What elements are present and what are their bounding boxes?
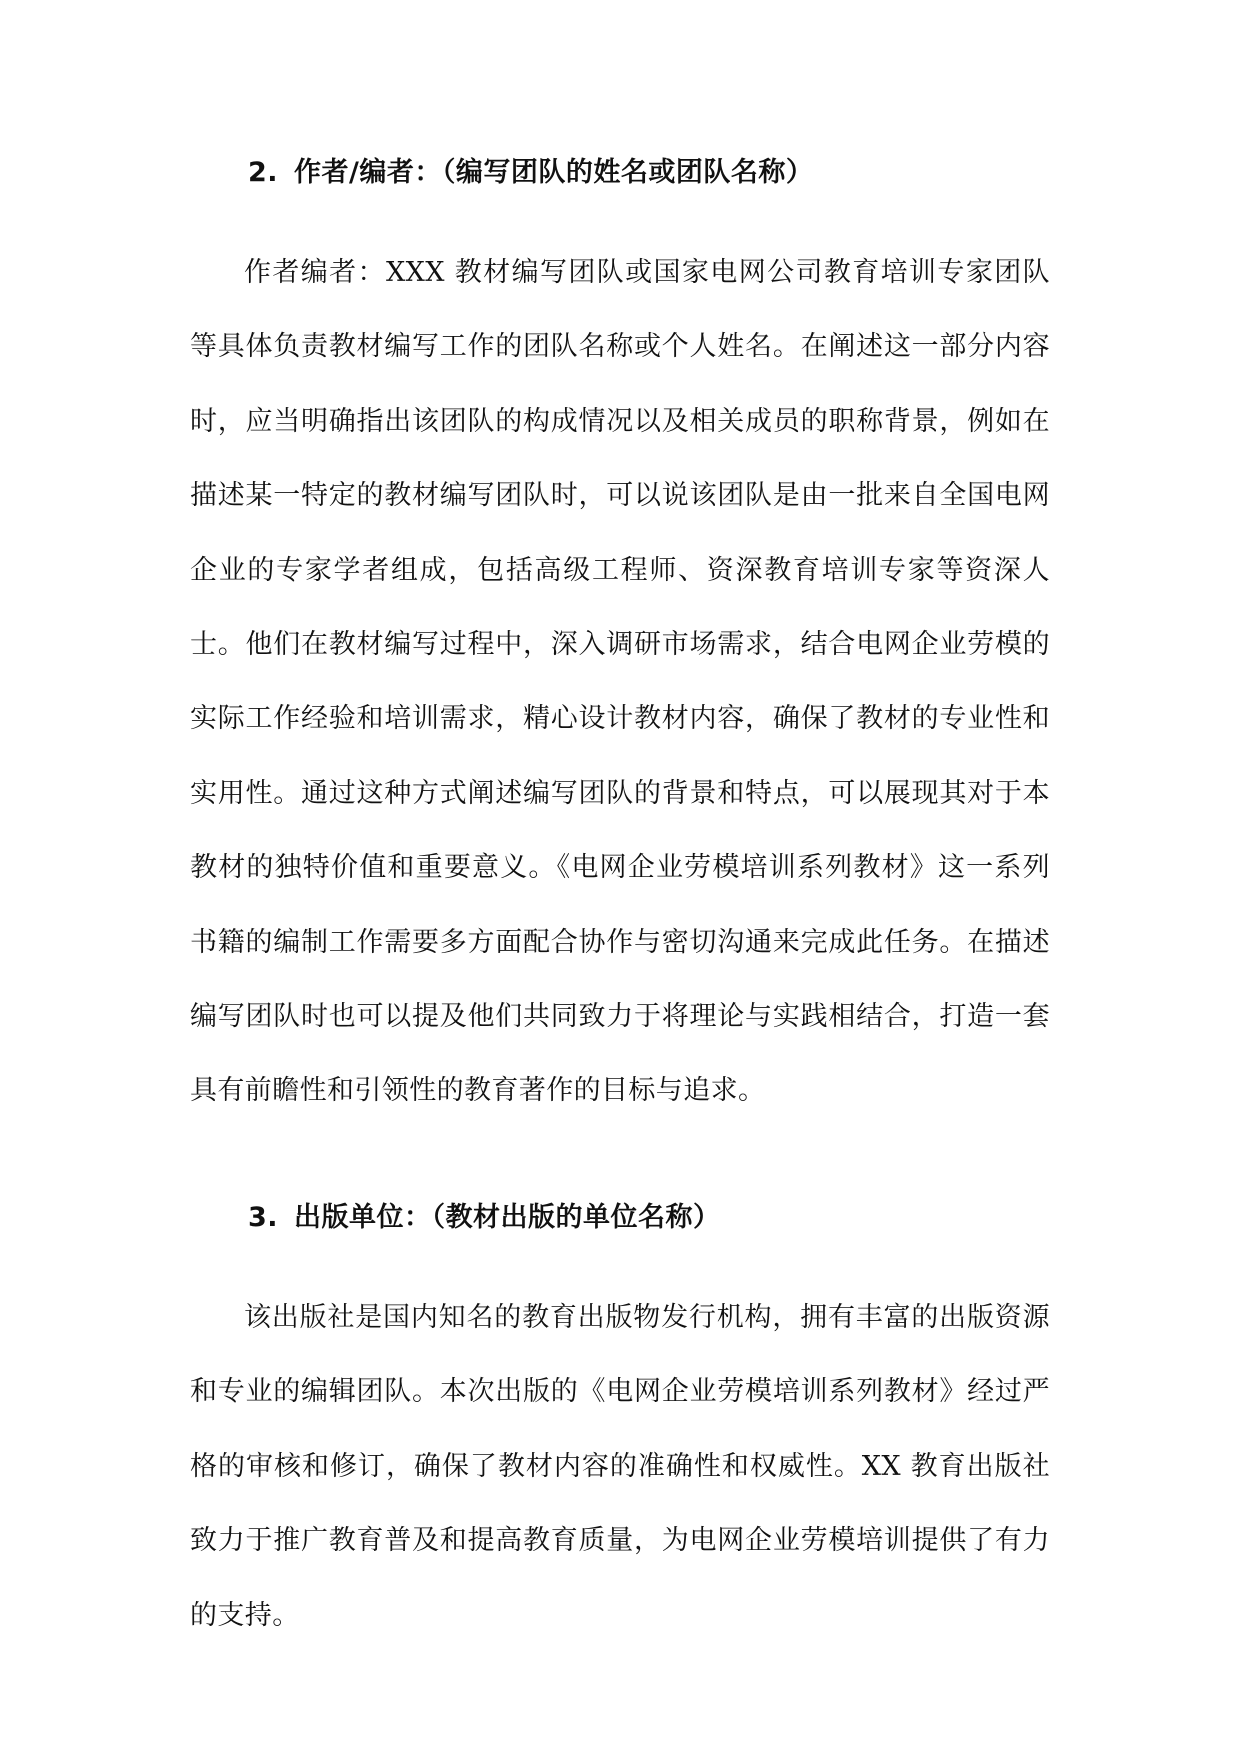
section-title: 出版单位：（教材出版的单位名称）: [294, 1201, 721, 1233]
section-authors: [190, 140, 1050, 1129]
section-paragraph-authors: 作者编者：XXX 教材编写团队或国家电网公司教育培训专家团队等具体负责教材编写工作的团队名称或个人姓名。在阐述这一部分内容时，应当明确指出该团队的构成情况以及相关成员的职称背景，例如在描述某一特定的教材编写团队时，可以说该团队是由一批来自全国电网企业的专家学者组成，包括高级工程师、资深教育培训专家等资深人士。他们在教材编写过程中，深入调研市场需求，结合电网企业劳模的实际工作经验和培训需求，精心设计教材内容，确保了教材的专业性和实用性。通过这种方式阐述编写团队的背景和特点，可以展现其对于本教材的独特价值和重要意义。《电网企业劳模培训系列教材》这一系列书籍的编制工作需要多方面配合协作与密切沟通来完成此任务。在描述编写团队时也可以提及他们共同致力于将理论与实践相结合，打造一套具有前瞻性和引领性的教育著作的目标与追求。: [190, 257, 1050, 1107]
section-paragraph-publisher: 该出版社是国内知名的教育出版物发行机构，拥有丰富的出版资源和专业的编辑团队。本次出版的《电网企业劳模培训系列教材》经过严格的审核和修订，确保了教材内容的准确性和权威性。XX 教育出版社致力于推广教育普及和提高教育质量，为电网企业劳模培训提供了有力的支持。: [190, 1301, 1050, 1631]
document-body: [190, 140, 1050, 1653]
section-heading-publisher: [190, 1185, 1050, 1251]
section-heading-authors: [190, 140, 1050, 206]
section-publisher: [190, 1185, 1050, 1653]
section-title: 作者/编者：（编写团队的姓名或团队名称）: [294, 157, 814, 188]
section-number: 2.: [248, 157, 279, 188]
section-number: 3.: [248, 1201, 279, 1233]
